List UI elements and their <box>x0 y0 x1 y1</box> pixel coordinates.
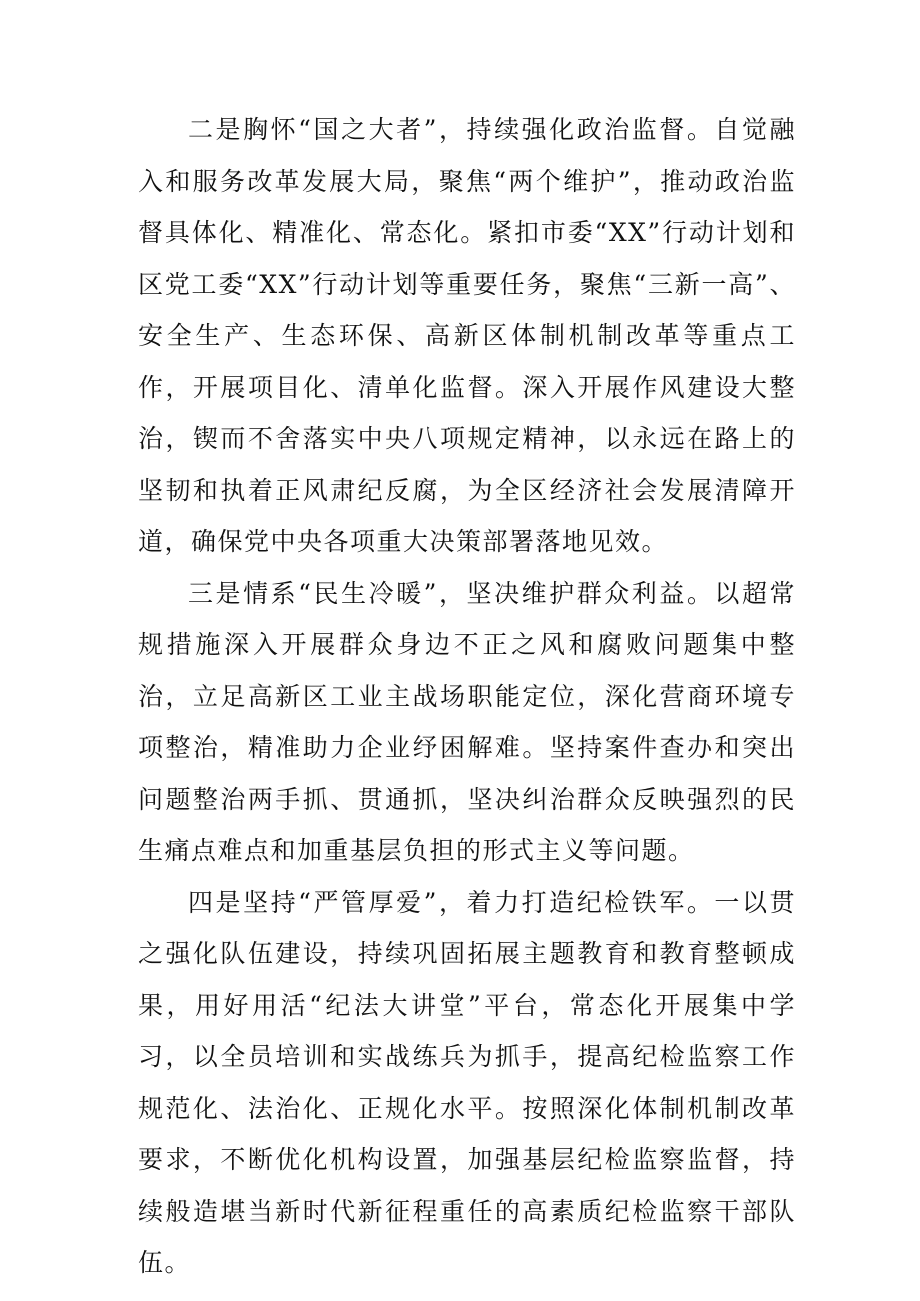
paragraph-public-interest: 三是情系“民生冷暖”，坚决维护群众利益。以超常规措施深入开展群众身边不正之风和腐败问题集中整治，立足高新区工业主战场职能定位，深化营商环境专项整治，精准助力企业纾困解难。坚持案件查办和突出问题整治两手抓、贯通抓，坚决纠治群众反映强烈的民生痛点难点和加重基层负担的形式主义等问题。 <box>138 578 796 865</box>
paragraph-team-building: 四是坚持“严管厚爱”，着力打造纪检铁军。一以贯之强化队伍建设，持续巩固拓展主题教育和教育整顿成果，用好用活“纪法大讲堂”平台，常态化开展集中学习，以全员培训和实战练兵为抓手，提高纪检监察工作规范化、法治化、正规化水平。按照深化体制机制改革要求，不断优化机构设置，加强基层纪检监察监督，持续般造堪当新时代新征程重任的高素质纪检监察干部队伍。 <box>138 887 796 1277</box>
paragraph-political-supervision: 二是胸怀“国之大者”，持续强化政治监督。自觉融入和服务改革发展大局，聚焦“两个维护”，推动政治监督具体化、精准化、常态化。紧扣市委“XX”行动计划和区党工委“XX”行动计划等重要任务，聚焦“三新一高”、安全生产、生态环保、高新区体制机制改革等重点工作，开展项目化、清单化监督。深入开展作风建设大整治，锲而不舍落实中央八项规定精神，以永远在路上的坚韧和执着正风肃纪反腐，为全区经济社会发展清障开道，确保党中央各项重大决策部署落地见效。 <box>138 115 796 556</box>
document-body <box>138 104 796 1289</box>
